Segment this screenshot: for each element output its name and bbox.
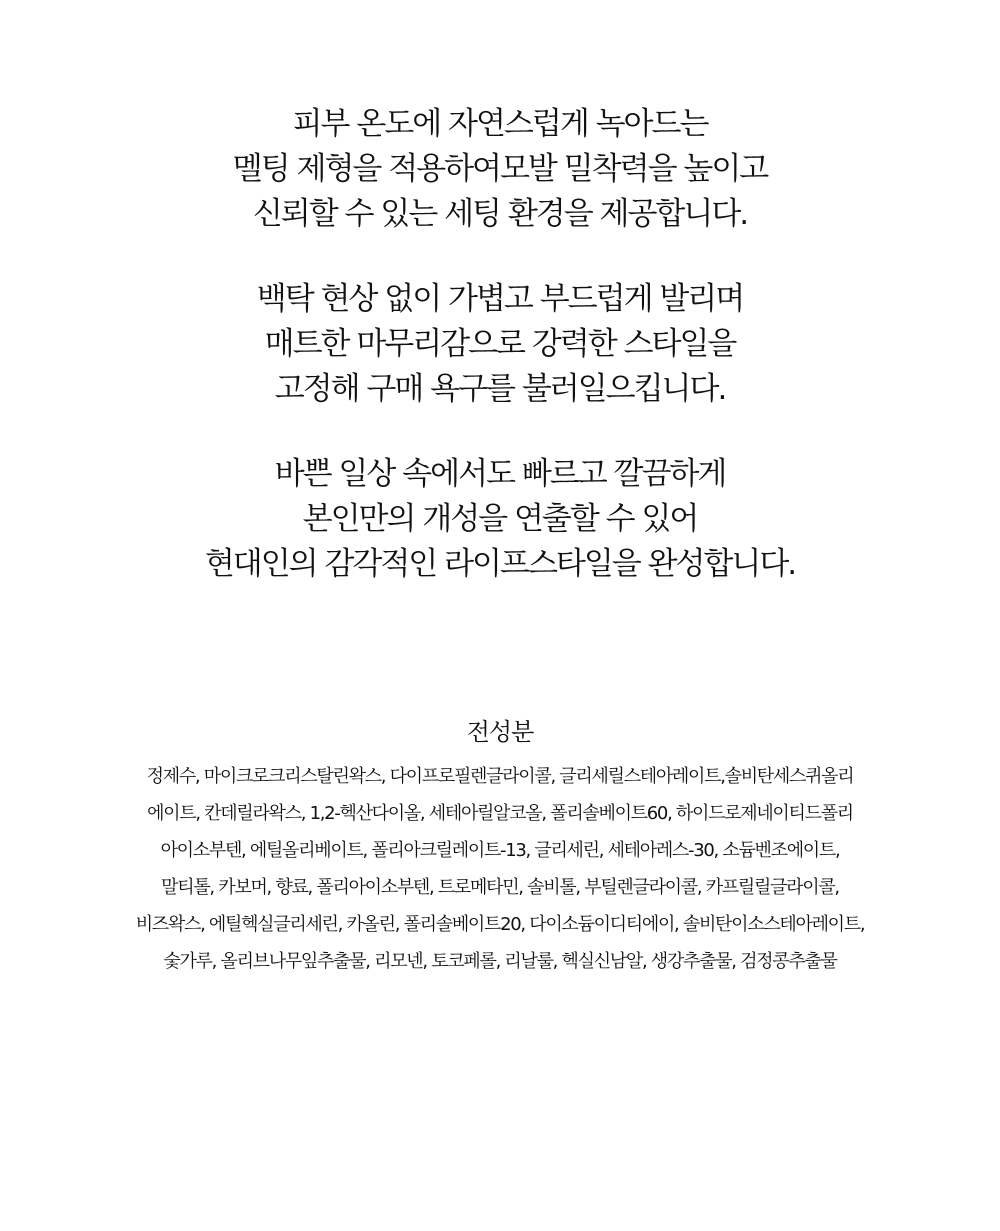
ingredients-line: 말티톨, 카보머, 향료, 폴리아이소부텐, 트로메타민, 솔비톨, 부틸렌글라이콜, 카프릴릴글라이콜, bbox=[161, 877, 839, 898]
intro-line: 매트한 마무리감으로 강력한 스타일을 bbox=[264, 326, 736, 362]
intro-line: 바쁜 일상 속에서도 빠르고 깔끔하게 bbox=[274, 456, 726, 492]
ingredients-title: 전성분 bbox=[466, 718, 534, 746]
intro-line: 고정해 구매 욕구를 불러일으킵니다. bbox=[274, 371, 726, 407]
ingredients-section bbox=[30, 708, 970, 980]
ingredients-line: 에이트, 칸데릴라왁스, 1,2-헥산다이올, 세테아릴알코올, 폴리솔베이트60, 하이드로제네이티드폴리 bbox=[147, 803, 853, 824]
intro-paragraph-2 bbox=[0, 277, 1000, 412]
intro-copy bbox=[0, 102, 1000, 587]
intro-line: 본인만의 개성을 연출할 수 있어 bbox=[302, 501, 698, 537]
intro-line: 현대인의 감각적인 라이프스타일을 완성합니다. bbox=[204, 546, 796, 582]
ingredients-line: 비즈왁스, 에틸헥실글리세린, 카올린, 폴리솔베이트20, 다이소듐이디티에이, 솔비탄이소스테아레이트, bbox=[135, 914, 865, 935]
intro-line: 멜팅 제형을 적용하여모발 밀착력을 높이고 bbox=[232, 151, 768, 187]
ingredients-line: 정제수, 마이크로크리스탈린왁스, 다이프로필렌글라이콜, 글리세릴스테아레이트,솔비탄세스퀴올리 bbox=[146, 766, 854, 787]
intro-line: 피부 온도에 자연스럽게 녹아드는 bbox=[292, 106, 708, 142]
intro-line: 신뢰할 수 있는 세팅 환경을 제공합니다. bbox=[252, 196, 748, 232]
intro-paragraph-1 bbox=[0, 102, 1000, 237]
intro-paragraph-3 bbox=[0, 452, 1000, 587]
intro-line: 백탁 현상 없이 가볍고 부드럽게 발리며 bbox=[256, 281, 744, 317]
ingredients-line: 숯가루, 올리브나무잎추출물, 리모넨, 토코페롤, 리날룰, 헥실신남알, 생강추출물, 검정콩추출물 bbox=[163, 951, 837, 972]
ingredients-line: 아이소부텐, 에틸올리베이트, 폴리아크릴레이트-13, 글리세린, 세테아레스-30, 소듐벤조에이트, bbox=[160, 840, 840, 861]
